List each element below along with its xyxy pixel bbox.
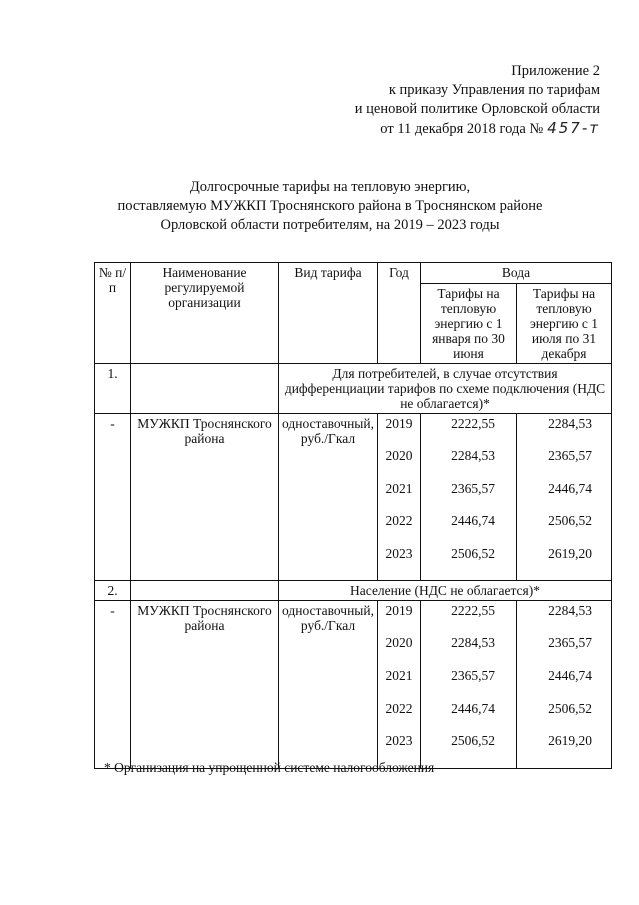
- year-value: 2022: [385, 700, 413, 716]
- tariff-h1-value: 2446,74: [451, 700, 495, 716]
- section-row: [95, 364, 612, 414]
- order-date-line: [300, 119, 600, 139]
- tariff-h2-value: 2619,20: [548, 733, 593, 749]
- row-num: -: [95, 414, 131, 581]
- section-num: 1.: [95, 364, 131, 414]
- tariff-type: одноставочный, руб./Гкал: [279, 414, 378, 581]
- tariff-h1-value: 2506,52: [451, 545, 495, 561]
- tariff-h1-value: 2284,53: [451, 448, 495, 463]
- year-value: 2021: [385, 480, 413, 496]
- section-row: [95, 581, 612, 601]
- year-value: 2019: [385, 416, 413, 431]
- table-header-row: [95, 263, 612, 284]
- year-list: [378, 414, 421, 581]
- year-value: 2021: [385, 667, 413, 683]
- tariff-h2-list: [517, 414, 612, 581]
- document-title: [40, 178, 620, 235]
- title-line-3: Орловской области потребителям, на 2019 – 2023 годы: [160, 217, 500, 233]
- table-row: [95, 601, 612, 768]
- footnote: * Организация на упрощенной системе налогообложения: [104, 760, 435, 775]
- year-value: 2020: [385, 635, 413, 651]
- order-date: от 11 декабря 2018 года №: [380, 121, 544, 137]
- document-header: [300, 62, 600, 139]
- tariff-h2-value: 2446,74: [548, 480, 593, 496]
- year-value: 2022: [385, 513, 413, 529]
- tariff-h1-value: 2446,74: [451, 513, 495, 529]
- table-row: [95, 414, 612, 581]
- tariff-table: [94, 262, 612, 769]
- tariff-h2-value: 2365,57: [548, 635, 593, 651]
- order-issuer: и ценовой политике Орловской области: [354, 101, 600, 117]
- org-name: МУЖКП Троснянского района: [131, 414, 279, 581]
- year-value: 2023: [385, 733, 413, 749]
- tariff-h1-value: 2284,53: [451, 635, 495, 651]
- header-water: Вода: [421, 263, 612, 284]
- tariff-h2-value: 2619,20: [548, 545, 593, 561]
- tariff-h2-list: [517, 601, 612, 768]
- section-blank: [131, 364, 279, 414]
- tariff-h2-value: 2506,52: [548, 513, 593, 529]
- header-tariff-h1: Тарифы на тепловую энергию с 1 января по 30 июня: [421, 284, 517, 364]
- header-tariff-h2: Тарифы на тепловую энергию с 1 июля по 31 декабря: [517, 284, 612, 364]
- year-value: 2020: [385, 448, 413, 463]
- title-line-2: поставляемую МУЖКП Троснянского района в Троснянском районе: [117, 198, 543, 214]
- tariff-h2-value: 2365,57: [548, 448, 593, 463]
- header-type: Вид тарифа: [279, 263, 378, 364]
- org-name: МУЖКП Троснянского района: [131, 601, 279, 768]
- title-line-1: Долгосрочные тарифы на тепловую энергию,: [189, 179, 471, 195]
- year-value: 2019: [385, 603, 413, 619]
- tariff-h1-value: 2222,55: [451, 416, 495, 431]
- section-label: Для потребителей, в случае отсутствия дифференциации тарифов по схеме подключения (НДС не облагается)*: [279, 364, 612, 414]
- tariff-h2-value: 2284,53: [548, 416, 593, 431]
- appendix-label: Приложение 2: [511, 63, 600, 79]
- tariff-h1-value: 2222,55: [451, 603, 495, 619]
- tariff-h2-value: 2506,52: [548, 700, 593, 716]
- section-num: 2.: [95, 581, 131, 601]
- tariff-h1-list: [421, 601, 517, 768]
- tariff-h1-list: [421, 414, 517, 581]
- year-value: 2023: [385, 545, 413, 561]
- tariff-type: одноставочный, руб./Гкал: [279, 601, 378, 768]
- header-num: № п/п: [95, 263, 131, 364]
- tariff-h1-value: 2365,57: [451, 480, 495, 496]
- section-label: Население (НДС не облагается)*: [279, 581, 612, 601]
- tariff-h2-value: 2284,53: [548, 603, 593, 619]
- row-num: -: [95, 601, 131, 768]
- header-org: Наименование регулируемой организации: [131, 263, 279, 364]
- tariff-h2-value: 2446,74: [548, 667, 593, 683]
- section-blank: [131, 581, 279, 601]
- tariff-h1-value: 2506,52: [451, 733, 495, 749]
- tariff-h1-value: 2365,57: [451, 667, 495, 683]
- year-list: [378, 601, 421, 768]
- order-reference: к приказу Управления по тарифам: [388, 82, 600, 98]
- header-year: Год: [378, 263, 421, 364]
- order-number-handwritten: 457-т: [547, 119, 600, 137]
